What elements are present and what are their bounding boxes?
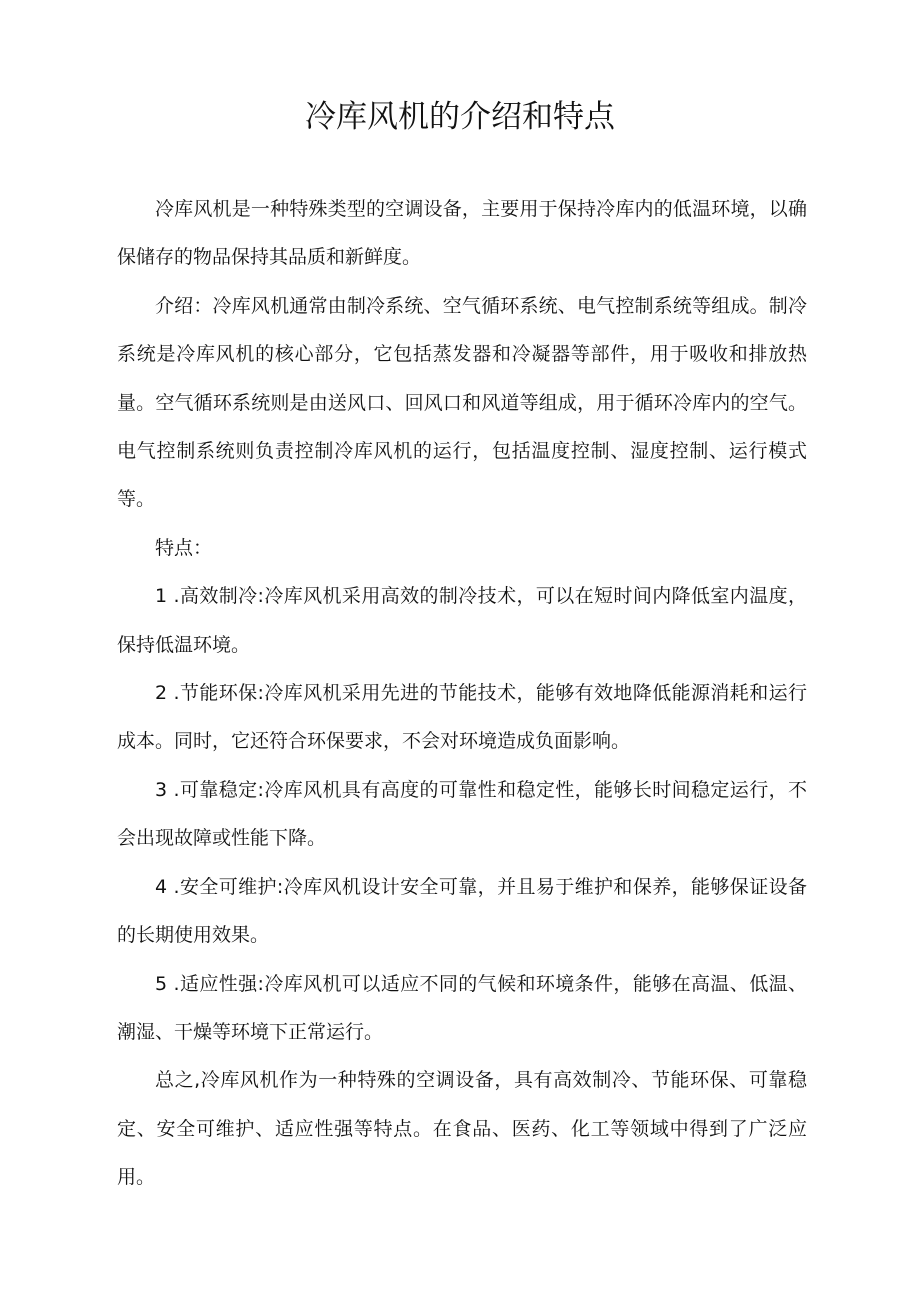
- feature-item-5: [117, 960, 807, 1057]
- feature-number: 4: [155, 875, 168, 898]
- intro-paragraph: 冷库风机是一种特殊类型的空调设备，主要用于保持冷库内的低温环境，以确保储存的物品保持其品质和新鲜度。: [117, 198, 807, 269]
- feature-heading: .可靠稳定:: [173, 778, 264, 801]
- conclusion-paragraph: 总之,冷库风机作为一种特殊的空调设备，具有高效制冷、节能环保、可靠稳定、安全可维护、适应性强等特点。在食品、医药、化工等领域中得到了广泛应用。: [117, 1069, 807, 1189]
- document-body: [117, 185, 807, 1202]
- feature-heading: .节能环保:: [173, 682, 264, 705]
- feature-text: 冷库风机设计安全可靠，并且易于维护和保养，能够保证设备的长期使用效果。: [117, 875, 807, 947]
- feature-text: 冷库风机采用先进的节能技术，能够有效地降低能源消耗和运行成本。同时，它还符合环保要求，不会对环境造成负面影响。: [117, 682, 807, 753]
- feature-number: 3: [155, 778, 168, 801]
- feature-heading: .高效制冷:: [173, 585, 264, 608]
- feature-item-2: [117, 669, 807, 766]
- description-paragraph: 介绍：冷库风机通常由制冷系统、空气循环系统、电气控制系统等组成。制冷系统是冷库风机的核心部分，它包括蒸发器和冷凝器等部件，用于吸收和排放热量。空气循环系统则是由送风口、回风口和风道等组成，用于循环冷库内的空气。电气控制系统则负责控制冷库风机的运行，包括温度控制、湿度控制、运行模式等。: [117, 294, 807, 511]
- feature-text: 冷库风机可以适应不同的气候和环境条件，能够在高温、低温、潮湿、干燥等环境下正常运行。: [117, 972, 807, 1043]
- feature-item-3: [117, 766, 807, 863]
- feature-item-4: [117, 863, 807, 960]
- feature-item-1: [117, 572, 807, 669]
- features-heading: 特点：: [155, 536, 213, 559]
- document-title: 冷库风机的介绍和特点: [305, 99, 615, 135]
- feature-number: 1: [155, 585, 168, 608]
- feature-heading: .适应性强:: [173, 972, 264, 995]
- feature-text: 冷库风机采用高效的制冷技术，可以在短时间内降低室内温度，保持低温环境。: [117, 585, 807, 656]
- feature-number: 5: [155, 972, 168, 995]
- feature-number: 2: [155, 682, 168, 705]
- feature-heading: .安全可维护:: [173, 875, 284, 898]
- feature-text: 冷库风机具有高度的可靠性和稳定性，能够长时间稳定运行，不会出现故障或性能下降。: [117, 778, 807, 850]
